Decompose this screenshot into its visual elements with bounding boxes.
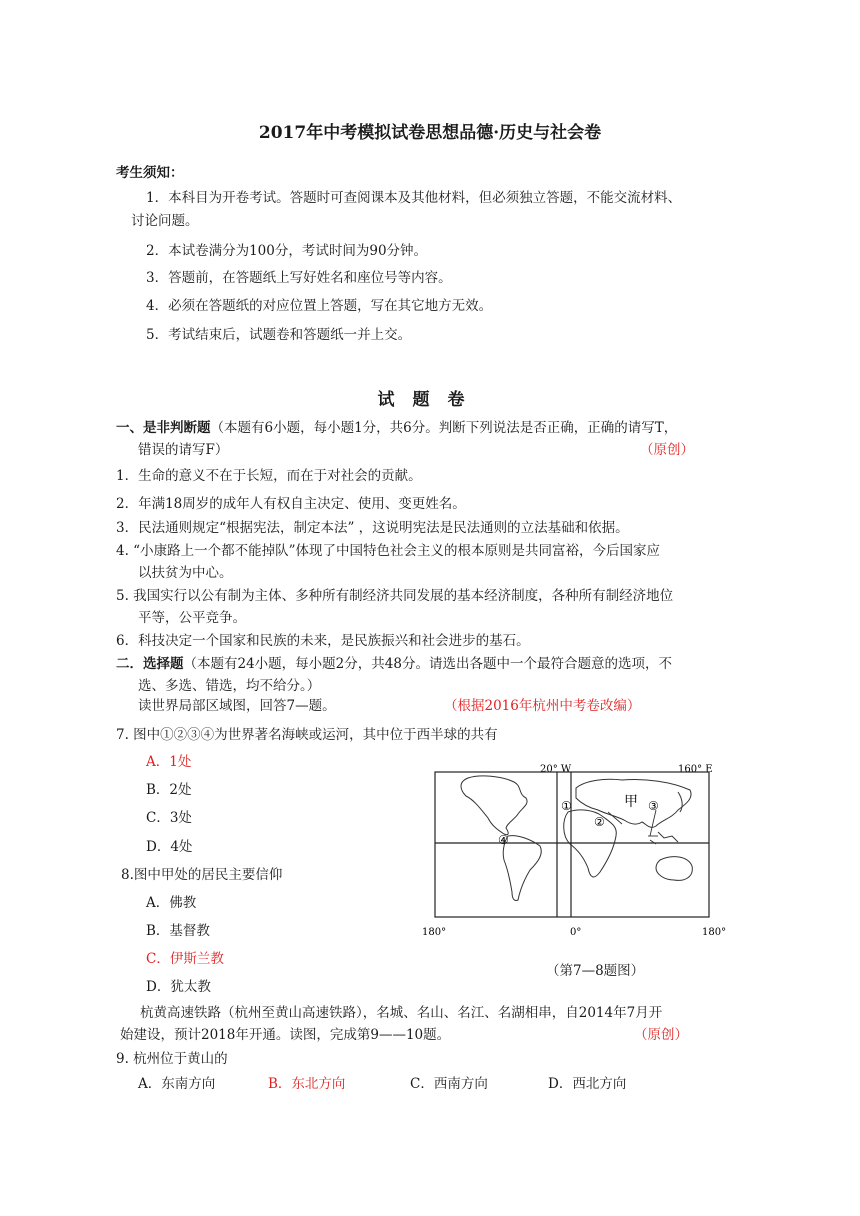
question-5-cont: 平等，公平竞争。 <box>138 610 246 626</box>
source-note: （原创） <box>640 442 694 458</box>
option-9a: A．东南方向 <box>138 1076 216 1092</box>
part2-desc-cont: 选、多选、错选，均不给分。） <box>138 678 321 694</box>
section-title: 试题卷 <box>377 390 483 410</box>
part1-heading: 一、是非判断题 <box>116 420 211 436</box>
option-7b: B．2处 <box>146 782 192 798</box>
strait-3-pointer <box>650 810 656 836</box>
world-map <box>410 764 730 944</box>
notice-item: 讨论问题。 <box>131 213 199 229</box>
option-8a: A．佛教 <box>146 895 197 911</box>
question-9: 9. 杭州位于黄山的 <box>116 1051 228 1067</box>
notice-item: 3．答题前，在答题纸上写好姓名和座位号等内容。 <box>146 270 452 286</box>
marker-strait-1: ① <box>561 799 572 813</box>
question-5: 5. 我国实行以公有制为主体、多种所有制经济共同发展的基本经济制度，各种所有制经济地位 <box>116 588 674 604</box>
option-7a: A．1处 <box>146 754 192 770</box>
australia <box>656 857 692 881</box>
north-america <box>461 776 527 835</box>
marker-strait-4: ④ <box>498 833 509 847</box>
map-label-180-left: 180° <box>422 927 447 938</box>
part2-intro <box>116 655 672 673</box>
map-label-180-right: 180° <box>702 927 727 938</box>
question-4: 4. “小康路上一个都不能掉队”体现了中国特色社会主义的根本原则是共同富裕，今后国家应 <box>116 543 660 559</box>
map-instruction: 读世界局部区域图，回答7—题。 <box>138 698 336 714</box>
map-label-160e: 160° E <box>678 764 713 775</box>
question-8: 8.图中甲处的居民主要信仰 <box>121 867 283 883</box>
notice-item: 2．本试卷满分为100分，考试时间为90分钟。 <box>146 243 428 259</box>
marker-strait-2: ② <box>594 815 605 829</box>
notice-item: 5．考试结束后，试题卷和答题纸一并上交。 <box>146 327 412 343</box>
railway-passage-cont: 始建设，预计2018年开通。读图，完成第9——10题。 <box>120 1027 451 1043</box>
map-label-20w: 20° W <box>540 764 572 775</box>
question-3: 3．民法通则规定“根据宪法，制定本法” ，这说明宪法是民法通则的立法基础和依据。 <box>116 520 629 536</box>
notice-item: 1．本科目为开卷考试。答题时可查阅课本及其他材料，但必须独立答题，不能交流材料、 <box>146 190 682 206</box>
question-2: 2．年满18周岁的成年人有权自主决定、使用、变更姓名。 <box>116 496 466 512</box>
option-9b: B．东北方向 <box>268 1076 346 1092</box>
source-note: （原创） <box>634 1027 688 1043</box>
option-9c: C．西南方向 <box>410 1076 488 1092</box>
map-frame <box>435 772 709 917</box>
marker-jia: 甲 <box>624 794 638 810</box>
notice-heading: 考生须知： <box>116 165 184 181</box>
map-caption: （第7—8题图） <box>546 963 645 979</box>
option-7c: C．3处 <box>146 810 192 826</box>
option-8c: C．伊斯兰教 <box>146 951 224 967</box>
part2-desc: （本题有24小题，每小题2分，共48分。请选出各题中一个最符合题意的选项，不 <box>183 656 672 672</box>
question-6: 6．科技决定一个国家和民族的未来，是民族振兴和社会进步的基石。 <box>116 633 530 649</box>
part1-desc: （本题有6小题，每小题1分，共6分。判断下列说法是否正确，正确的请写T， <box>210 420 678 436</box>
option-8b: B．基督教 <box>146 923 210 939</box>
document-title: 2017年中考模拟试卷思想品德·历史与社会卷 <box>258 123 602 143</box>
option-8d: D．犹太教 <box>146 979 211 995</box>
question-4-cont: 以扶贫为中心。 <box>138 565 233 581</box>
south-america <box>503 836 541 901</box>
notice-item: 4．必须在答题纸的对应位置上答题，写在其它地方无效。 <box>146 298 493 314</box>
railway-passage: 杭黄高速铁路（杭州至黄山高速铁路），名城、名山、名江、名湖相串，自2014年7月开 <box>140 1005 663 1021</box>
question-7: 7. 图中①②③④为世界著名海峡或运河，其中位于西半球的共有 <box>116 727 498 743</box>
marker-strait-3: ③ <box>648 799 659 813</box>
question-1: 1．生命的意义不在于长短，而在于对社会的贡献。 <box>116 468 422 484</box>
part1-desc-cont: 错误的请写F） <box>138 442 229 458</box>
source-note: （根据2016年杭州中考卷改编） <box>444 698 641 714</box>
option-9d: D．西北方向 <box>548 1076 627 1092</box>
southeast-asia-islands <box>650 832 678 844</box>
map-label-0: 0° <box>570 927 582 938</box>
option-7d: D．4处 <box>146 839 193 855</box>
part1-intro <box>116 419 677 437</box>
part2-heading: 二．选择题 <box>116 656 184 672</box>
